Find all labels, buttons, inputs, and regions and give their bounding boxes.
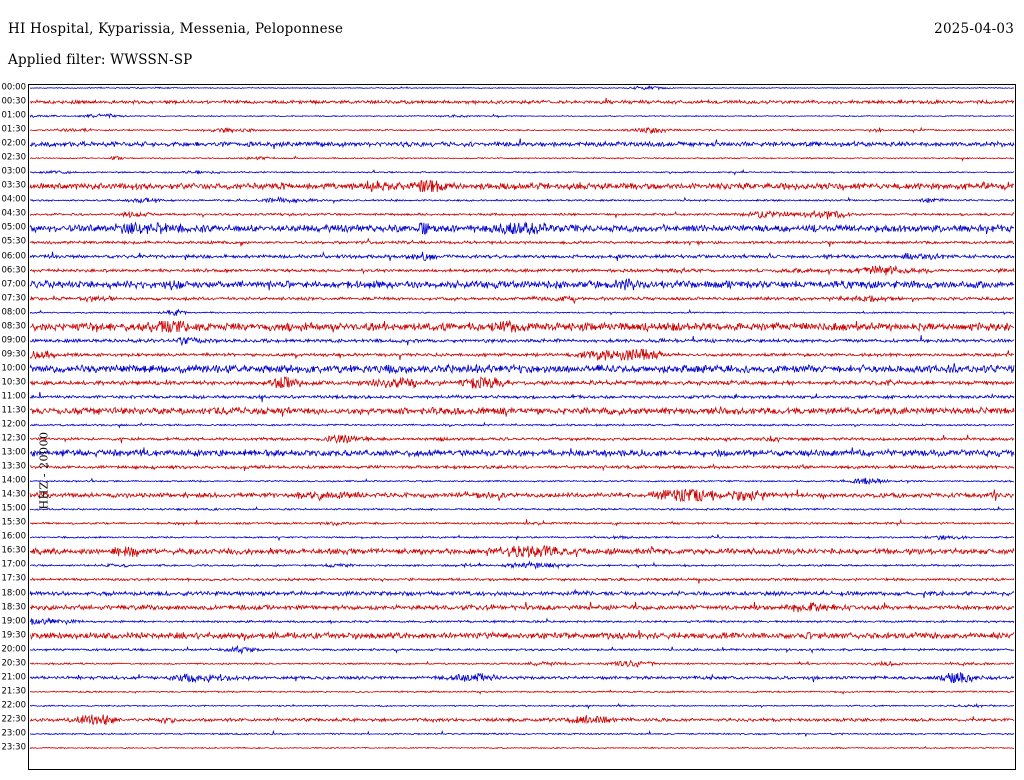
trace-line bbox=[30, 363, 1014, 373]
trace-line bbox=[30, 619, 1014, 625]
time-tick-label: 08:30 bbox=[1, 321, 26, 332]
time-tick-label: 02:00 bbox=[1, 138, 26, 149]
trace-line bbox=[30, 170, 1014, 174]
trace-line bbox=[30, 507, 1014, 511]
trace-line bbox=[30, 98, 1014, 104]
trace-line bbox=[30, 704, 1014, 708]
time-axis-tick-labels bbox=[0, 84, 28, 770]
time-tick-label: 00:00 bbox=[1, 82, 26, 93]
time-tick-label: 06:00 bbox=[1, 251, 26, 261]
time-tick-label: 14:30 bbox=[1, 489, 26, 500]
time-tick-label: 15:30 bbox=[1, 517, 26, 528]
trace-line bbox=[30, 335, 1014, 345]
time-tick-label: 08:00 bbox=[1, 307, 26, 318]
time-tick-label: 03:00 bbox=[1, 166, 26, 177]
time-tick-label: 17:00 bbox=[1, 559, 26, 570]
time-tick-label: 01:30 bbox=[1, 124, 26, 135]
time-tick-label: 10:00 bbox=[1, 363, 26, 374]
trace-line bbox=[30, 211, 1014, 220]
trace-line bbox=[30, 252, 1014, 261]
helicorder-plot bbox=[28, 84, 1016, 770]
time-tick-label: 17:30 bbox=[1, 573, 26, 584]
time-tick-label: 21:00 bbox=[1, 672, 26, 683]
trace-line bbox=[30, 238, 1014, 246]
trace-line bbox=[30, 321, 1014, 332]
time-tick-label: 12:00 bbox=[1, 419, 26, 430]
time-tick-label: 05:30 bbox=[1, 236, 26, 247]
time-tick-label: 23:30 bbox=[1, 742, 26, 753]
trace-line bbox=[30, 114, 1014, 118]
time-tick-label: 21:30 bbox=[1, 686, 26, 697]
trace-line bbox=[30, 747, 1014, 749]
time-tick-label: 11:00 bbox=[1, 391, 26, 402]
trace-line bbox=[30, 377, 1014, 388]
trace-line bbox=[30, 423, 1014, 427]
time-tick-label: 19:30 bbox=[1, 630, 26, 641]
trace-line bbox=[30, 139, 1014, 150]
trace-line bbox=[30, 534, 1014, 540]
time-tick-label: 15:00 bbox=[1, 503, 26, 514]
time-tick-label: 03:30 bbox=[1, 180, 26, 191]
time-tick-label: 07:30 bbox=[1, 293, 26, 304]
trace-line bbox=[30, 86, 1014, 89]
time-tick-label: 04:30 bbox=[1, 208, 26, 219]
trace-line bbox=[30, 731, 1014, 736]
trace-line bbox=[30, 630, 1014, 641]
time-tick-label: 00:30 bbox=[1, 96, 26, 107]
time-tick-label: 22:00 bbox=[1, 700, 26, 711]
y-axis-label: HHZ - 20000 bbox=[37, 431, 51, 510]
trace-line bbox=[30, 223, 1014, 234]
time-tick-label: 18:30 bbox=[1, 602, 26, 613]
trace-line bbox=[30, 578, 1014, 583]
trace-line bbox=[30, 672, 1014, 683]
time-tick-label: 13:00 bbox=[1, 447, 26, 458]
trace-line bbox=[30, 447, 1014, 457]
trace-line bbox=[30, 646, 1014, 653]
trace-line bbox=[30, 478, 1014, 484]
trace-line bbox=[30, 590, 1014, 598]
time-tick-label: 12:30 bbox=[1, 433, 26, 444]
trace-line bbox=[30, 310, 1014, 316]
trace-line bbox=[30, 490, 1014, 501]
time-tick-label: 13:30 bbox=[1, 461, 26, 472]
time-tick-label: 23:00 bbox=[1, 728, 26, 739]
seismogram-traces bbox=[28, 84, 1016, 770]
time-tick-label: 01:00 bbox=[1, 110, 26, 121]
trace-line bbox=[30, 296, 1014, 304]
time-tick-label: 04:00 bbox=[1, 194, 26, 205]
record-date: 2025-04-03 bbox=[934, 21, 1014, 37]
time-tick-label: 14:00 bbox=[1, 475, 26, 486]
trace-line bbox=[30, 156, 1014, 160]
applied-filter-label: Applied filter: WWSSN-SP bbox=[8, 52, 193, 68]
page-title: HI Hospital, Kyparissia, Messenia, Peloponnese bbox=[8, 21, 344, 37]
trace-line bbox=[30, 690, 1014, 694]
time-tick-label: 11:30 bbox=[1, 405, 26, 416]
time-tick-label: 20:30 bbox=[1, 658, 26, 669]
time-tick-label: 09:00 bbox=[1, 335, 26, 346]
trace-line bbox=[30, 392, 1014, 402]
time-tick-label: 22:30 bbox=[1, 714, 26, 725]
time-tick-label: 18:00 bbox=[1, 588, 26, 598]
time-tick-label: 19:00 bbox=[1, 616, 26, 627]
time-tick-label: 09:30 bbox=[1, 349, 26, 360]
trace-line bbox=[30, 197, 1014, 202]
time-tick-label: 10:30 bbox=[1, 377, 26, 388]
trace-line bbox=[30, 435, 1014, 444]
time-tick-label: 16:30 bbox=[1, 545, 26, 556]
time-tick-label: 06:30 bbox=[1, 265, 26, 276]
trace-line bbox=[30, 407, 1014, 417]
trace-line bbox=[30, 602, 1014, 612]
trace-line bbox=[30, 562, 1014, 569]
trace-line bbox=[30, 661, 1014, 667]
trace-line bbox=[30, 349, 1014, 360]
time-tick-label: 16:00 bbox=[1, 531, 26, 542]
time-tick-label: 05:00 bbox=[1, 222, 26, 233]
trace-line bbox=[30, 519, 1014, 525]
trace-line bbox=[30, 714, 1014, 725]
time-tick-label: 20:00 bbox=[1, 644, 26, 655]
time-tick-label: 02:30 bbox=[1, 152, 26, 163]
trace-line bbox=[30, 266, 1014, 276]
trace-line bbox=[30, 465, 1014, 471]
time-tick-label: 07:00 bbox=[1, 279, 26, 290]
trace-line bbox=[30, 546, 1014, 557]
trace-line bbox=[30, 181, 1014, 192]
trace-line bbox=[30, 128, 1014, 134]
trace-line bbox=[30, 279, 1014, 290]
